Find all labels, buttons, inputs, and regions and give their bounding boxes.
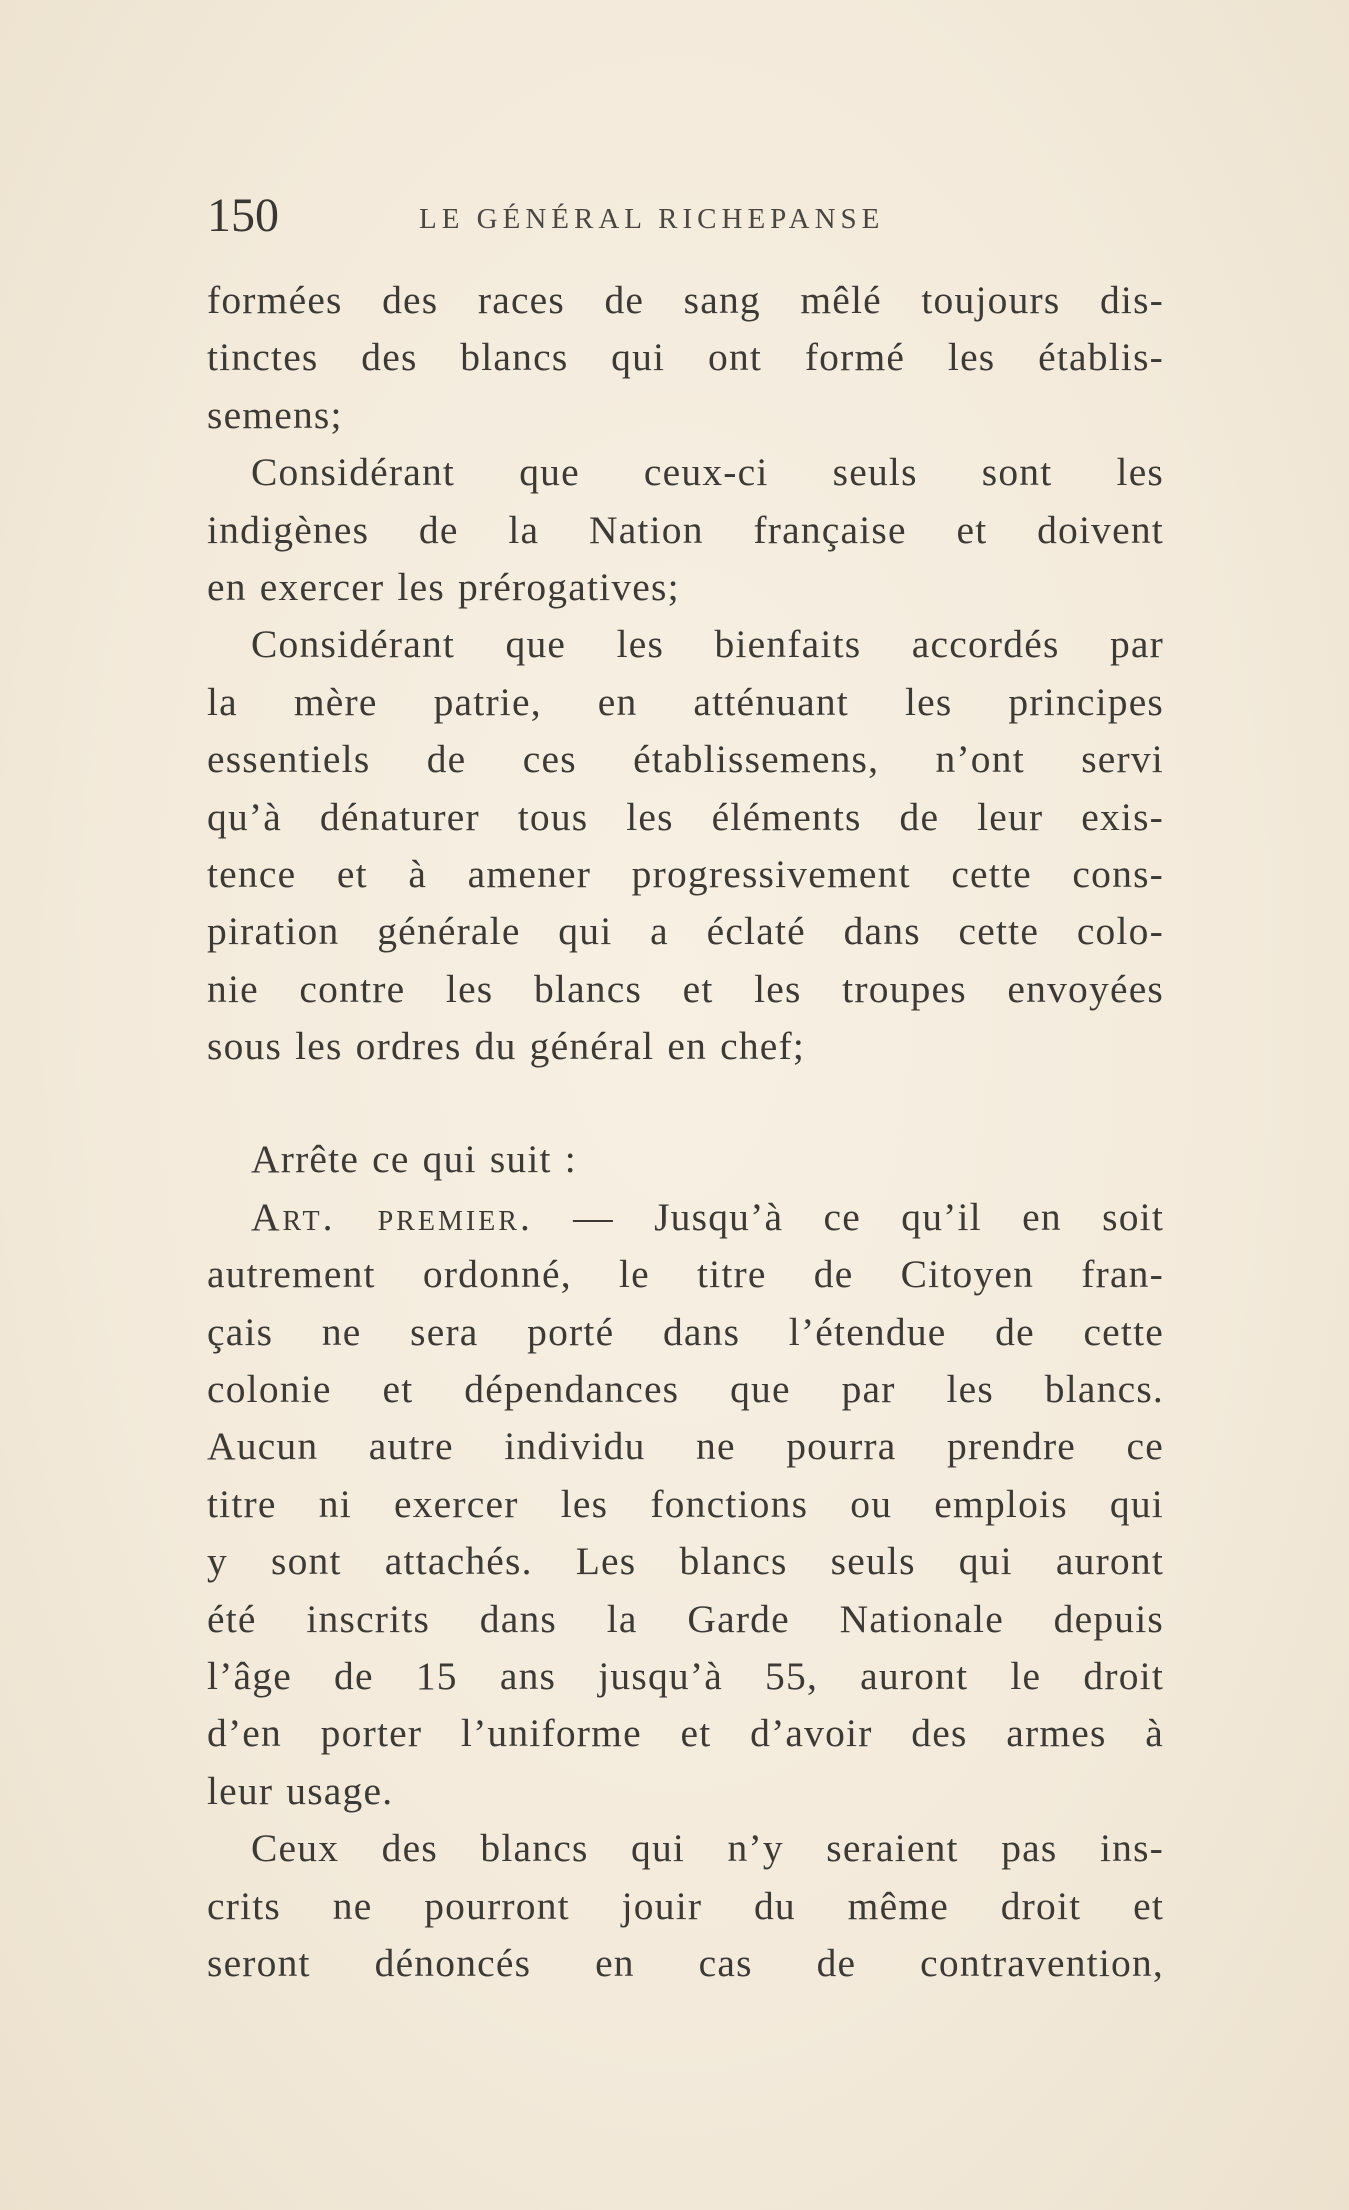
text-line: l’âge de 15 ans jusqu’à 55, auront le droit: [207, 1653, 1164, 1698]
text-line: leur usage.: [207, 1768, 394, 1813]
paragraph-gap: [207, 1075, 1164, 1131]
text-line: Considérant que ceux-ci seuls sont les: [251, 450, 1164, 495]
text-line: d’en porter l’uniforme et d’avoir des armes à: [207, 1711, 1164, 1756]
text-line: formées des races de sang mêlé toujours dis-: [207, 278, 1164, 322]
text-line: essentiels de ces établissemens, n’ont servi: [207, 737, 1164, 782]
text-line: la mère patrie, en atténuant les principes: [207, 679, 1164, 724]
text-line: indigènes de la Nation française et doivent: [207, 507, 1164, 552]
text-line: Arrête ce qui suit :: [251, 1137, 577, 1182]
text-line: en exercer les prérogatives;: [207, 564, 680, 609]
article-line: [207, 1189, 1164, 1246]
text-line: autrement ordonné, le titre de Citoyen fran-: [207, 1252, 1164, 1297]
text-line: été inscrits dans la Garde Nationale depuis: [207, 1596, 1164, 1641]
article-label: Art. premier.: [251, 1194, 533, 1239]
text-line: Aucun autre individu ne pourra prendre ce: [207, 1424, 1164, 1469]
text-line: colonie et dépendances que par les blancs.: [207, 1367, 1164, 1412]
text-line: crits ne pourront jouir du même droit et: [207, 1883, 1164, 1928]
text-line: nie contre les blancs et les troupes envoyées: [207, 966, 1164, 1011]
text-line: Ceux des blancs qui n’y seraient pas ins-: [251, 1826, 1164, 1871]
text-line: tence et à amener progressivement cette cons-: [207, 851, 1164, 896]
text-line: titre ni exercer les fonctions ou emplois qui: [207, 1481, 1164, 1526]
text-line: sous les ordres du général en chef;: [207, 1024, 806, 1069]
text-line: y sont attachés. Les blancs seuls qui auront: [207, 1539, 1164, 1584]
text-line: semens;: [207, 392, 343, 437]
text-line: Considérant que les bienfaits accordés par: [251, 622, 1164, 667]
text-line: seront dénoncés en cas de contravention,: [207, 1940, 1164, 1985]
text-line: çais ne sera porté dans l’étendue de cette: [207, 1309, 1164, 1354]
article-text: — Jusqu’à ce qu’il en soit: [532, 1194, 1164, 1239]
running-title: LE GÉNÉRAL RICHEPANSE: [419, 203, 885, 235]
text-line: tinctes des blancs qui ont formé les établis-: [207, 335, 1164, 380]
body-text: [207, 272, 1164, 1992]
page-number: 150: [207, 189, 279, 242]
text-line: piration générale qui a éclaté dans cette colo-: [207, 909, 1164, 954]
page-header: [207, 186, 1171, 246]
text-line: qu’à dénaturer tous les éléments de leur exis-: [207, 794, 1164, 839]
